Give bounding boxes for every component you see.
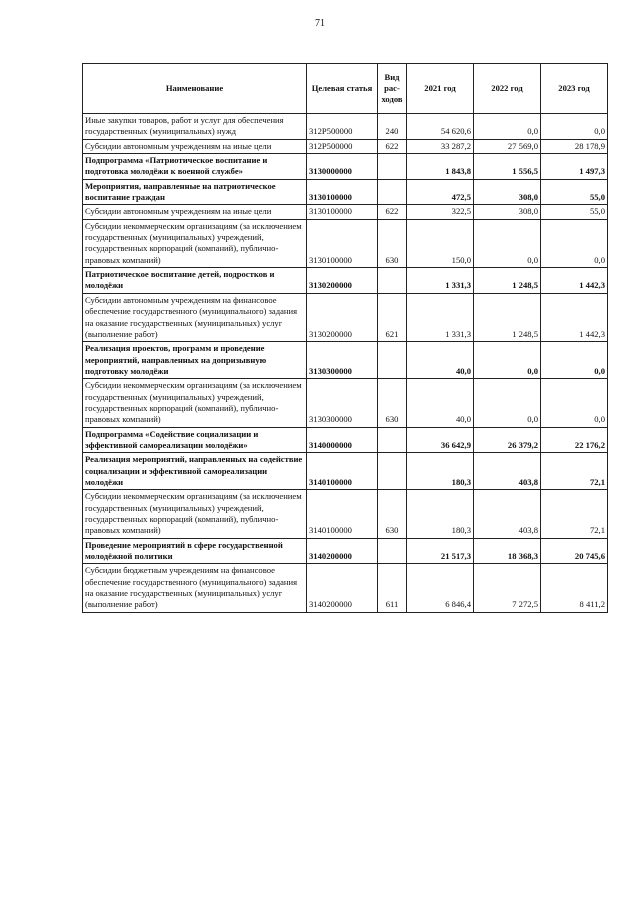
row-name: Патриотическое воспитание детей, подростков и молодёжи	[83, 268, 307, 294]
row-expense-type: 630	[378, 219, 407, 267]
row-value-2022: 0,0	[474, 219, 541, 267]
table-header-row	[83, 64, 608, 114]
table-row	[83, 453, 608, 490]
row-code: 3130200000	[307, 268, 378, 294]
row-value-2022: 26 379,2	[474, 427, 541, 453]
table-row	[83, 342, 608, 379]
page-number: 71	[315, 18, 325, 29]
row-value-2022: 403,8	[474, 490, 541, 538]
row-value-2023: 55,0	[541, 205, 608, 219]
row-expense-type	[378, 453, 407, 490]
table-row	[83, 219, 608, 267]
row-code: 312P500000	[307, 114, 378, 140]
row-code: 3140200000	[307, 564, 378, 612]
row-value-2023: 28 178,9	[541, 139, 608, 153]
row-expense-type: 630	[378, 379, 407, 427]
row-value-2023: 0,0	[541, 114, 608, 140]
table-row	[83, 293, 608, 341]
row-code: 3130300000	[307, 342, 378, 379]
row-value-2022: 308,0	[474, 205, 541, 219]
row-name: Субсидии автономным учреждениям на иные цели	[83, 205, 307, 219]
row-value-2021: 180,3	[407, 453, 474, 490]
header-type: Вид рас- ходов	[378, 64, 407, 114]
row-code: 3140200000	[307, 538, 378, 564]
row-value-2022: 1 248,5	[474, 268, 541, 294]
row-value-2022: 0,0	[474, 342, 541, 379]
row-value-2023: 0,0	[541, 379, 608, 427]
row-expense-type: 240	[378, 114, 407, 140]
table-row	[83, 154, 608, 180]
row-code: 312P500000	[307, 139, 378, 153]
row-value-2021: 6 846,4	[407, 564, 474, 612]
row-value-2021: 54 620,6	[407, 114, 474, 140]
row-value-2022: 403,8	[474, 453, 541, 490]
row-value-2021: 150,0	[407, 219, 474, 267]
row-name: Реализация проектов, программ и проведение мероприятий, направленных на допризывную подготовку молодёжи	[83, 342, 307, 379]
row-value-2023: 20 745,6	[541, 538, 608, 564]
row-value-2022: 0,0	[474, 114, 541, 140]
row-expense-type	[378, 154, 407, 180]
row-expense-type	[378, 179, 407, 205]
row-name: Субсидии бюджетным учреждениям на финансовое обеспечение государственного (муниципального) задания на оказание государственных (муниципальных) услуг (выполнение работ)	[83, 564, 307, 612]
row-name: Субсидии некоммерческим организациям (за исключением государственных (муниципальных) учреждений, государственных корпораций (компаний), публично-правовых компаний)	[83, 490, 307, 538]
row-value-2022: 308,0	[474, 179, 541, 205]
table-row	[83, 490, 608, 538]
row-expense-type: 622	[378, 205, 407, 219]
row-value-2022: 0,0	[474, 379, 541, 427]
row-name: Подпрограмма «Патриотическое воспитание и подготовка молодёжи к военной службе»	[83, 154, 307, 180]
row-code: 3130300000	[307, 379, 378, 427]
table-row	[83, 139, 608, 153]
row-code: 3130200000	[307, 293, 378, 341]
header-2023: 2023 год	[541, 64, 608, 114]
row-code: 3140000000	[307, 427, 378, 453]
row-code: 3140100000	[307, 490, 378, 538]
row-value-2022: 7 272,5	[474, 564, 541, 612]
row-expense-type	[378, 268, 407, 294]
row-value-2022: 18 368,3	[474, 538, 541, 564]
row-value-2021: 1 331,3	[407, 293, 474, 341]
row-expense-type	[378, 538, 407, 564]
row-value-2021: 322,5	[407, 205, 474, 219]
header-code: Целевая статья	[307, 64, 378, 114]
row-value-2021: 21 517,3	[407, 538, 474, 564]
row-name: Субсидии некоммерческим организациям (за исключением государственных (муниципальных) учреждений, государственных корпораций (компаний), публично-правовых компаний)	[83, 219, 307, 267]
row-value-2022: 27 569,0	[474, 139, 541, 153]
row-value-2023: 22 176,2	[541, 427, 608, 453]
row-value-2023: 0,0	[541, 219, 608, 267]
row-value-2021: 1 843,8	[407, 154, 474, 180]
row-name: Реализация мероприятий, направленных на содействие социализации и эффективной самореализации молодёжи	[83, 453, 307, 490]
row-value-2023: 1 497,3	[541, 154, 608, 180]
row-value-2021: 40,0	[407, 379, 474, 427]
row-name: Субсидии автономным учреждениям на иные цели	[83, 139, 307, 153]
row-value-2022: 1 556,5	[474, 154, 541, 180]
table-row	[83, 179, 608, 205]
row-code: 3130000000	[307, 154, 378, 180]
row-name: Субсидии некоммерческим организациям (за исключением государственных (муниципальных) учреждений, государственных корпораций (компаний), публично-правовых компаний)	[83, 379, 307, 427]
header-name: Наименование	[83, 64, 307, 114]
table-row	[83, 427, 608, 453]
row-expense-type	[378, 342, 407, 379]
row-value-2023: 8 411,2	[541, 564, 608, 612]
row-code: 3130100000	[307, 219, 378, 267]
header-2021: 2021 год	[407, 64, 474, 114]
row-code: 3130100000	[307, 179, 378, 205]
row-expense-type: 630	[378, 490, 407, 538]
row-name: Подпрограмма «Содействие социализации и эффективной самореализации молодёжи»	[83, 427, 307, 453]
row-expense-type: 622	[378, 139, 407, 153]
table-row	[83, 205, 608, 219]
row-name: Проведение мероприятий в сфере государственной молодёжной политики	[83, 538, 307, 564]
row-value-2021: 33 287,2	[407, 139, 474, 153]
row-value-2023: 1 442,3	[541, 293, 608, 341]
budget-table	[82, 63, 608, 613]
row-name: Иные закупки товаров, работ и услуг для обеспечения государственных (муниципальных) нужд	[83, 114, 307, 140]
row-value-2021: 1 331,3	[407, 268, 474, 294]
row-value-2021: 40,0	[407, 342, 474, 379]
row-code: 3130100000	[307, 205, 378, 219]
row-code: 3140100000	[307, 453, 378, 490]
row-value-2021: 36 642,9	[407, 427, 474, 453]
table-row	[83, 114, 608, 140]
table-row	[83, 538, 608, 564]
table-body	[83, 114, 608, 613]
row-expense-type	[378, 427, 407, 453]
table-row	[83, 379, 608, 427]
row-value-2022: 1 248,5	[474, 293, 541, 341]
row-value-2023: 55,0	[541, 179, 608, 205]
row-value-2023: 0,0	[541, 342, 608, 379]
table-row	[83, 564, 608, 612]
row-expense-type: 621	[378, 293, 407, 341]
header-2022: 2022 год	[474, 64, 541, 114]
table-row	[83, 268, 608, 294]
row-value-2021: 180,3	[407, 490, 474, 538]
row-value-2021: 472,5	[407, 179, 474, 205]
row-name: Мероприятия, направленные на патриотическое воспитание граждан	[83, 179, 307, 205]
row-value-2023: 72,1	[541, 453, 608, 490]
row-value-2023: 72,1	[541, 490, 608, 538]
row-expense-type: 611	[378, 564, 407, 612]
row-name: Субсидии автономным учреждениям на финансовое обеспечение государственного (муниципального) задания на оказание государственных (муниципальных) услуг (выполнение работ)	[83, 293, 307, 341]
row-value-2023: 1 442,3	[541, 268, 608, 294]
